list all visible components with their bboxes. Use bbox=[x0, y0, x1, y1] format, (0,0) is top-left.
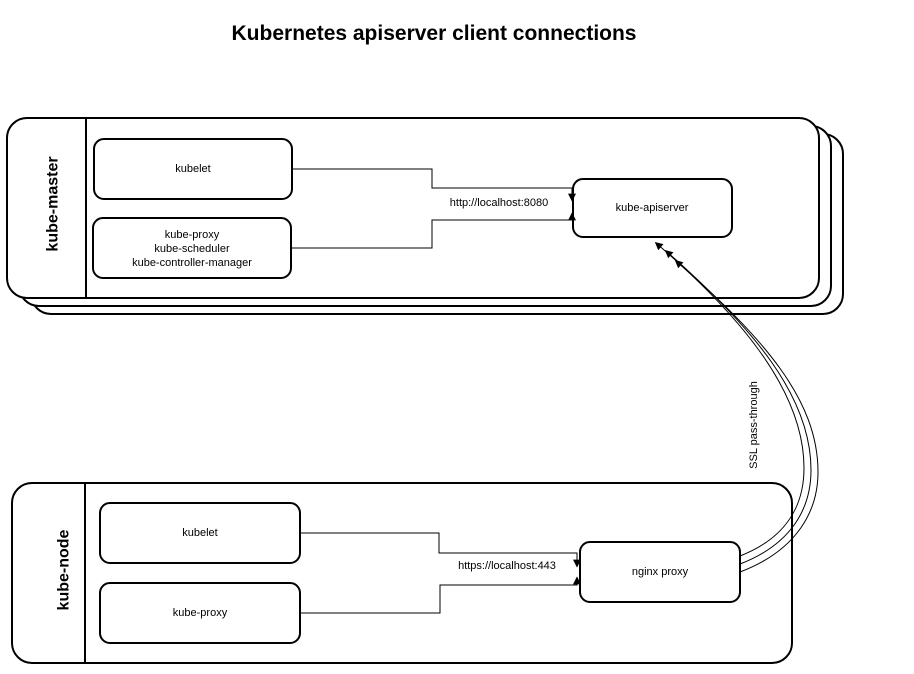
node-kubeproxy-label: kube-proxy bbox=[172, 607, 228, 619]
node-cluster-label: kube-node bbox=[55, 529, 73, 611]
master-services-line-2: kube-scheduler bbox=[154, 243, 230, 255]
diagram-title: Kubernetes apiserver client connections bbox=[231, 22, 637, 45]
node-edge-label: https://localhost:443 bbox=[458, 560, 556, 572]
master-cluster-label: kube-master bbox=[44, 156, 62, 252]
master-kubelet-label: kubelet bbox=[175, 163, 211, 175]
master-services-line-1: kube-proxy bbox=[164, 229, 220, 241]
nginx-proxy-label: nginx proxy bbox=[631, 566, 689, 578]
node-kubelet-label: kubelet bbox=[182, 527, 218, 539]
master-edge-label: http://localhost:8080 bbox=[449, 197, 549, 209]
master-services-line-3: kube-controller-manager bbox=[132, 257, 252, 269]
ssl-edge-label: SSL pass-through bbox=[748, 381, 760, 469]
apiserver-label: kube-apiserver bbox=[615, 202, 689, 214]
